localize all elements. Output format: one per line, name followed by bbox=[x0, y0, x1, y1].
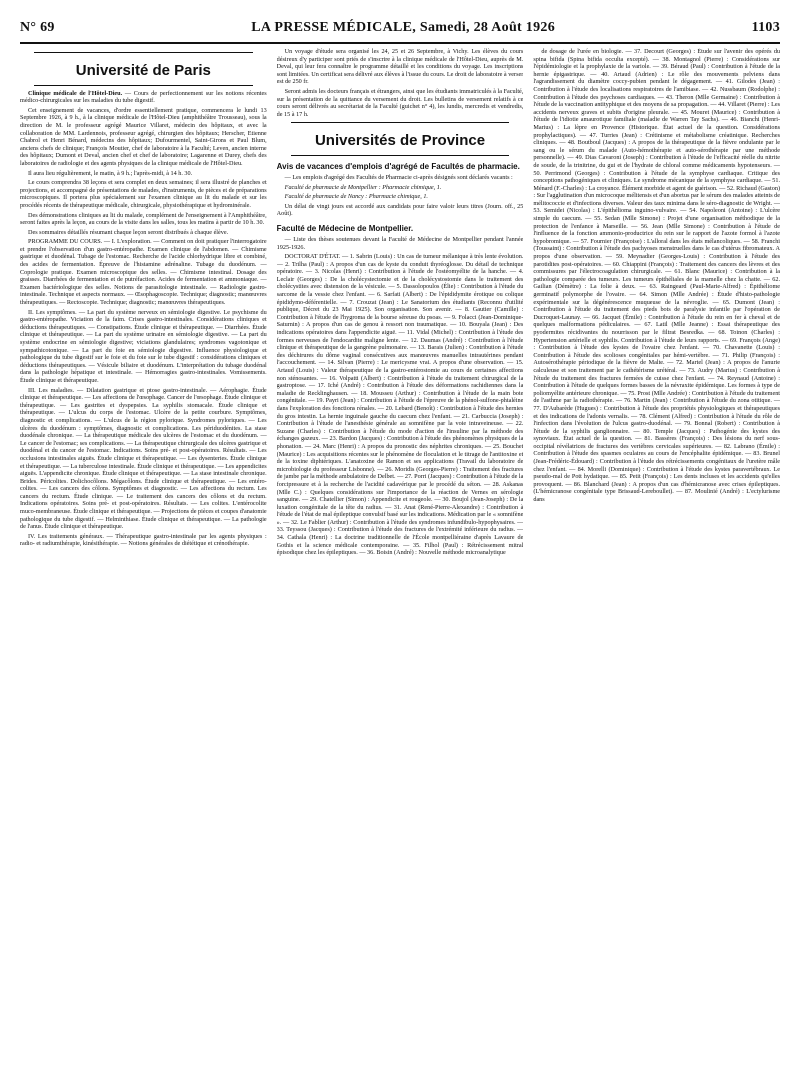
column-left bbox=[20, 48, 267, 1058]
paragraph-text: — Cours de perfectionnement sur les notions récentes médico-chirurgicales sur les maladies du tube digestif. bbox=[20, 89, 267, 105]
thesis-list: DOCTORAT D'ÉTAT. — 1. Sabrin (Louis) : Un cas de tumeur mélanique à très lente évolution. — 2. Trilha (Paul) : A propos d'un cas de kyste du conduit thyréoglosse. Du détail de technique opératoire. — 3. Nicolas (Henri) : Contribution à l'étude de l'ostéomyélite de la hanche. — 4. Leclair (Georges) : De la cholécystectomie et de la cholécystostomie dans le traitement des cholécystites avec distension de la vésicule. — 5. Dassolopoulos (Élie) : Contribution à l'étude du sarcome de la vessie chez l'enfant. — 6. Sarfati (Albert) : De l'épididymite érotique ou colique épididymo-déférentielle. — 7. Crouzat (Jean) : Le Sanatorium des étudiants (Reconnu d'utilité publique, Décret du 23 Mai 1925). Son organisation. Son avenir. — 8. Gautier (Camille) : Contribution à l'étude de l'hygroma de la bourse séreuse du psoas. — 9. Folacci (Jean-Dominique-Saturnin) : A propos d'un cas de genou à ressort non traumatique. — 10. Bouyala (Jean) : Des indications opératoires dans l'appendicite aiguë. — 11. Vidal (Michel) : Contribution à l'étude des formes nerveuses de l'endocardite maligne lente. — 12. Daumas (André) : Contribution à l'étude clinique et thérapeutique de la gangrène pulmonaire. — 13. Barais (Julien) : Contribution à l'étude des déchirures du dôme vaginal consécutives aux manœuvres manuelles intrautérines pendant l'accouchement. — 14. Silvan (Pierre) : Le mericysme vrai. A propos d'une observation. — 15. Artaud (Louis) : Valeur thérapeutique de la gastro-entérostomie au cours de certaines affections non sténosantes. — 16. Volpatti (Albert) : Contribution à l'étude du traitement chirurgical de la gastroptose. — 17. Iché (André) : Contribution à l'étude des déformations rachidiennes dans la maladie de Recklinghausen. — 18. Mousseu (Arthur) : Contribution à l'étude de la main bote congénitale. — 19. Payri (Jean) : Contribution à l'étude de l'épreuve de la phénol-sulfone-phtaléine dans l'exploration des fonctions rénales. — 20. Lebard (Benoît) : Contribution à l'étude des hernies du gros intestin. La hernie inguinale gauche du caecum chez l'enfant. — 21. Carbuccia (Joseph) : Contribution à l'étude de l'anesthésie générale au somnifène par la voie intraveineuse. — 22. Suzane (Charles) : Contribution à l'étude du mode d'action de l'insuline par la méthode des échanges gazeux. — 23. Bardon (Jacques) : Contribution à l'étude des phénomènes physiques de la phonation. — 24. Marc (Henri) : A propos du pronostic des néphrites chroniques. — 25. Bouchet (Maurice) : Les acquisitions récentes sur le phénomène de floculation et le titrage de l'antitoxine et de la toxine diphtériques. L'anatoxine de Ramon et ses applications (Travail du laboratoire de microbiologie du professeur Lisbonne). — 26. Moridis (Georges-Pierre) : Traitement des fractures de jambe par la méthode ambulatoire de Delbet. — 27. Porri (Jacques) : Contribution à l'étude de la forcipressure et à la recherche de l'acidité cadavérique par le procédé du séton. — 28. Askanas (Mlle C.) : Quelques considérations sur l'importance de la réaction de Vernes en sérologie sanguine. — 29. Chatellier (Simon) : Appendicite et rougeole. — 30. Boujol (Jean-Joseph) : De la luxation congénitale de la tête du radius. — 31. Anat (René-Pierre-Alexandre) : Contribution à l'étude de l'état de mal épileptique convulsif basé sur les indications. Médication par le « somnifène ». — 32. Le Fablier (Arthur) : Contribution à l'étude des syndromes infundibulo-hypophysaires. — 33. Teyssou (Jacques) : Contribution à l'étude des fractures de l'extrémité inférieure du radius. — 34. Cathala (Henri) : La doctrine traditionnelle de l'École montpelliéraine d'après Lavaure de Gothis et la science médicale contemporaine. — 35. Filhol (Paul) : Rétrécissement mitral épisodique chez les épileptiques. — 36. Boisin (André) : Nouvelle méthode microanalytique bbox=[276, 253, 524, 557]
page-number-right: 1103 bbox=[751, 20, 780, 35]
section-title-province: Universités de Province bbox=[314, 132, 486, 150]
journal-title: LA PRESSE MÉDICALE, Samedi, 28 Août 1926 bbox=[251, 20, 555, 35]
masthead bbox=[20, 0, 780, 36]
header-rule bbox=[20, 42, 780, 44]
section-rule-top bbox=[291, 122, 510, 123]
paragraph: III. Les maladies. — Dilatation gastrique et ptose gastro-intestinale. — Aérophagie. Étude clinique et thérapeutique. — Les affections de l'œsophage. Cancer de l'œsophage. Étude clinique et thérapeutique. — Les gastrites et dyspepsies. La syphilis stomacale. Étude clinique et thérapeutique. — L'ulcus du corps de l'estomac. Ulcère de la petite courbure. Symptômes, diagnostic et complications. — L'ulcus de la région pylorique. Syndromes pyloriques. — Les ulcères du duodénum : symptômes, diagnostic et complications. Les périduodénites. La stase duodénale chronique. — La thérapeutique médicale des ulcères de l'estomac et du duodénum. — Le cancer de l'estomac; ses complications. — La thérapeutique chirurgicale des ulcères gastrique et duodénal et du cancer de l'estomac. Indications. Soins pré- et post-opératoires. Résultats. — Les occlusions intestinales aiguës. Étude clinique et thérapeutique. — Les dysenteries. Étude clinique et thérapeutique. — La tuberculose intestinale. Étude clinique et thérapeutique. — Les appendicites aiguës. L'appendicite chronique. Étude clinique et thérapeutique. — La stase intestinale chronique. Brides. Péricolites. Dolichocôlons. Mégacôlons. Étude clinique et thérapeutique. — Les entéro-colites. — Les cancers des côlons. Symptômes et diagnostic. — Les affections du rectum. Les cancers du rectum. Étude clinique. — Le traitement des cancers des côlons et du rectum. Indications opératoires. Soins pré- et post-opératoires. Résultats. — Les colites. L'entérocolite muco-membraneuse. Étude clinique et thérapeutique. — Projections de pièces et coupes d'anatomie pathologique du tube digestif. — Helminthiase. Étude clinique et thérapeutique. — La pathologie de l'anus. Étude clinique et thérapeutique. bbox=[20, 386, 267, 531]
columns bbox=[20, 48, 780, 1058]
paragraph: Faculté de pharmacie de Nancy : Pharmacie chimique, 1. bbox=[284, 193, 428, 201]
paragraph: — Liste des thèses soutenues devant la Faculté de Médecine de Montpellier pendant l'année 1925-1926. bbox=[276, 235, 524, 251]
paragraph-programme bbox=[20, 238, 267, 306]
column-middle bbox=[277, 48, 524, 1058]
section-title-paris: Université de Paris bbox=[75, 62, 211, 79]
page-number-left: N° 69 bbox=[20, 20, 55, 35]
paragraph-clinique bbox=[20, 90, 267, 105]
paragraph-text: — I. L'exploration. — Comment on doit pratiquer l'interrogatoire et prendre l'observation d'un gastro-entéropathe. Examen clinique de l'abdomen. — Chimisme gastrique et duodénal. Tubage de l'estomac. Recherche de l'acide chlorhydrique libre et combiné, des acides de fermentation. Épreuve de l'histamine adrénaline. Tubage du duodénum. — Coprologie pratique. Examen microscopique des selles. — Chimisme intestinal. Dosage des graisses. Diarrhées de fermentation et de putréfaction. Acides de fermentation et ammoniaque. — Examen bactériologique des selles. Notions de parasitologie intestinale. — Radiologie gastro-intestinale. Technique et aspects normaux. — Œsophagoscopie. Technique; diagnostic; manœuvres thérapeutiques. — Rectoscopie. Technique; diagnostic; manœuvres thérapeutiques. bbox=[20, 238, 267, 307]
paragraph: IV. Les traitements généraux. — Thérapeutique gastro-intestinale par les agents physiques : radio- et radiumthérapie, kinésithérapie. — Notions générales de diététique et crénothérapie. bbox=[20, 532, 267, 548]
heading-avis: Avis de vacances d'emplois d'agrégé de Facultés de pharmacie. bbox=[276, 161, 520, 171]
section-rule-bottom bbox=[34, 85, 253, 86]
paragraph: Un délai de vingt jours est accordé aux candidats pour faire valoir leurs titres (Journ. off., 25 Août). bbox=[276, 202, 524, 218]
paragraph: Des démonstrations cliniques au lit du malade, complément de l'enseignement à l'Amphithéâtre, seront faites après la leçon, au cours de la visite dans les salles, tous les matins à partir de 10 h. 30. bbox=[20, 211, 267, 227]
paragraph: Des sommaires détaillés résumant chaque leçon seront distribués à chaque élève. bbox=[28, 228, 229, 236]
paragraph: Faculté de pharmacie de Montpellier : Pharmacie chimique, 1. bbox=[284, 183, 442, 191]
thesis-list-continued: de dosage de l'urée en biologie. — 37. Decourt (Georges) : Étude sur l'avenir des opérés du spina bifida (Spina bifida occulta excepté). — 38. Montagnol (Pierre) : Considérations sur l'épidémiologie et la prophylaxie de la variole. — 39. Béraud (Paul) : Contribution à l'étude de la hernie épigastrique. — 40. Artaud (Adrien) : Le rôle des mouvements pelviens dans l'agrandissement du diamètre coccy-pubien pendant le dégagement. — 41. Gilodes (Jean) : Contribution à l'étude des localisations respiratoires de l'amibiase. — 42. Nussbaum (Rodolphe) : Contribution à l'étude des psychoses cardiaques. — 43. Theron (Mlle Germaine) : Contribution à l'étude de la vaccination antityphique et des moyens de sa propagation. — 44. Villaret (Pierre) : Les accidents nerveux graves et subits d'origine pleurale. — 45. Mouret (Maurice) : Contribution à l'étude de l'idiotie amaurotique familiale (maladie de Warren Tay Sachs). — 46. Bianchi (Henri-Marius) : La lèpre en Provence (Historique. État actuel de la question. Considérations prophylactiques). — 47. Turries (Jean) : Crétinisme et métabolisme créatinique. Recherches cliniques. — 48. Boutboul (Jacques) : A propos de la thérapeutique de la fièvre ondulante par le sang ou le sérum du malade (Auto-hémothérapie et auto-sérothérapie par une méthode personnelle). — 49. Dias Cavaroni (Joseph) : Contribution à l'étude de l'efficacité réelle du nitrite de soude, de la trinitrine, du gui et de l'hydrate de chloral comme médicaments hypotenseurs. — 50. Perrimond (Georges) : Contribution à l'étude de la symphyse cardiaque. Critique des conceptions pathogéniques et cliniques. Le syndrome mécanique de la symphyse cardiaque. — 51. Ménard (F.-Charles) : La croyance. Élément morbide et agent de guérison. — 52. Richaud (Gaston) : Sur l'agglutination d'un microcoque mélitensis et d'un abortus par le sérum des malades atteints de mélitococcie et d'infections diverses. Valeur des taux minima dans le séro-diagnostic de Wright. — 53. Semidei (Nicolas) : L'épithélioma inguino-vulvaire. — 54. Napoleoni (Antoine) : L'ulcère simple du caecum. — 55. Sedan (Mlle Simone) : Projet d'une organisation méthodique de la protection de l'enfance à Marseille. — 56. Jean (Mlle Simone) : Contribution à l'étude de l'influence de la fonction ammonio-productrice du rein sur le rapport de l'azote formol à l'azote hypobromique. — 57. Fournier (Françoise) : L'alloral dans les états mélancoliques. — 58. Franchi (Toussaint) : Contribution à l'étude des pachyoses menstruelles dans le cas d'utérus fibromateux. A propos d'une observation. — 59. Meynadier (Georges-Louis) : Contribution à l'étude des parotidites post-opératoires. — 60. Chiappini (François) : Traitement des cancers des lèvres et des commissures par l'électrocoagulation chirurgicale. — 61. Blanc (Maurice) : Contribution à la pathologie comparée des tumeurs. Les tumeurs épithéliales de la mamelle chez la chatte. — 62. Gailian (Démètre) : La folie à deux. — 63. Raingeard (Paul-Marie-Alfred) : Épithéliome germinatif polymorphe de l'ovaire. — 64. Simon (Mlle Andrée) : Étude d'histo-pathologie expérimentale sur la dégénérescence muqueuse de la névroglie. — 65. Dumont (Jean) : Contribution à l'étude du traitement des pieds bots de paralysie infantile par l'opération de Ducroquet-Launay. — 66. Jacquet (Émile) : Contribution à l'étude du rein en fer à cheval et de quelques malformations pédiculaires. — 67. Latil (Mlle Jeanne) : Essai thérapeutique des pyodermites récidivantes du nourrisson par le filtrat Besredka. — 68. Toinon (Charles) : Hypertension artérielle et syphilis. Contribution à l'étude de leurs rapports. — 69. François (Ange) : Contribution à l'étude des kystes de l'ovaire chez l'enfant. — 70. Chavanette (Louis) : Contribution à l'étude des scolioses congénitales par hémi-vertèbre. — 71. Philip (François) : Autosérothérapie périodique de la fièvre de Malte. — 72. Martel (Jean) : A propos de l'anurie calculeuse et son traitement par le cathétérisme urétéral. — 73. Audry (Marius) : Contribution à l'étude du traitement des fractures fermées de cuisse chez l'enfant. — 74. Reynaud (Antoine) : Contribution à l'étude de quelques formes basses de la névraxite épidémique. Les formes à type de poliomyélite antérieure chronique. — 75. Prost (Mlle Andrée) : Contribution à l'étude du traitement de l'asthme par la radiothérapie. — 76. Martin (Jean) : Contribution à l'étude du zona otitique. — 77. D'Aubarède (Hugues) : Contribution à l'étude des propriétés physiologiques et thérapeutiques et des indications de l'adonis vernalis. — 78. Clément (Alfred) : Contribution à l'étude du rôle de l'infection dans l'évolution de l'ulcus gastro-duodénal. — 79. Bonnal (Robert) : Contribution à l'étude de la syphilis ganglionnaire. — 80. Temple (Jacques) : Pathogénie des kystes des synoviaux. État actuel de la question. — 81. Bassères (François) : Des lésions du nerf sous-occipital révélatrices de fractures des vertèbres cervicales supérieures. — 82. Labrano (Émile) : Contribution à l'étude des spasmes oculaires au cours de l'encéphalite épidémique. — 83. Brunel (Jean-Frédéric-Édouard) : Contribution à l'étude des rétrécissements congénitaux de l'uretère mâle chez l'enfant. — 84. Morelli (Dominique) : Contribution à l'étude des kystes paravertébraux. Le pseudo-mal de Pott hydatique. — 85. Petit (François) : Les dents incluses et les accidents qu'elles provoquent. — 86. Blanchard (Jean) : A propos d'un cas d'hémicranose avec crises épileptiques. (L'hémicranose congénitale type Brissaud-Lereboullet). — 87. Moulinié (André) : L'ectylurisme dans bbox=[533, 48, 780, 504]
section-rule-bottom bbox=[291, 155, 510, 156]
paragraph: — Les emplois d'agrégé des Facultés de Pharmacie ci-après désignés sont déclarés vacants : bbox=[284, 173, 513, 181]
paragraph: Le cours comprendra 38 leçons et sera complet en deux semaines; il sera illustré de planches et projections, et accompagné de présentations de malades, d'instruments, de pièces et de préparations microscopiques. Il portera plus spécialement sur l'examen clinique au lit du malade et sur les procédés récents de thérapeutique médicale, chirurgicale, physiothérapique et hydrominérale. bbox=[20, 179, 267, 209]
paragraph: Un voyage d'étude sera organisé les 24, 25 et 26 Septembre, à Vichy. Les élèves du cours désireux d'y participer sont priés de s'inscrire à la clinique médicale de l'Hôtel-Dieu, auprès de M. Deval, qui leur fera connaître le programme détaillé et les conditions du voyage. Les inscriptions sont limitées. Un certificat sera délivré aux élèves à l'issue du cours. Le droit de laboratoire à verser est de 250 fr. bbox=[276, 48, 524, 86]
paragraph: II. Les symptômes. — La part du système nerveux en sémiologie digestive. Le psychisme du gastro-entéropathe. Viciation de la faim. Crises gastro-intestinales. Considérations cliniques et déductions thérapeutiques. — Constipations. Étude clinique et thérapeutique. — Diarrhées. Étude clinique et thérapeutique. — La part du système urinaire en sémiologie digestive. — La part du système endocrine en sémiologie digestive; viciations glandulaires; syndromes vagotonique et sympathicotonique. — La part du foie en sémiologie digestive. Influence physiologique et pathologique du tube digestif sur le foie et du foie sur le tube digestif : considérations cliniques et déductions thérapeutiques. — Vésicule biliaire et duodénum. L'interprétation du tubage duodénal dans la pathologie hépatique et intestinale. — Hémorragies gastro-intestinales. Vomissements. Étude clinique et thérapeutique. bbox=[20, 308, 267, 384]
paragraph-lead: Clinique médicale de l'Hôtel-Dieu. bbox=[28, 89, 123, 97]
paragraph-lead: PROGRAMME DU COURS. bbox=[28, 238, 103, 246]
paragraph: Cet enseignement de vacances, d'ordre essentiellement pratique, commencera le lundi 13 Septembre 1926, à 9 h., à la clinique médicale de l'Hôtel-Dieu (amphithéâtre Trousseau), sous la direction de M. le professeur agrégé Maurice Villaret, médecin des hôpitaux, et avec la collaboration de MM. Lardennois, professeur agrégé, chirurgien des hôpitaux; Herscher, Etienne Chabrol et Henri Bénard, médecins des hôpitaux; Dufourmentel, Saint-Girons et Paul Blum, anciens chefs de clinique; François Moutier, chef de laboratoire à la Faculté; Leven, ancien interne des hôpitaux; Dumont et Deval, ancien chef et chef de laboratoire; Lagarenne et Durey, chefs des laboratoires de radiologie et des agents physiques de la clinique médicale de l'Hôtel-Dieu. bbox=[20, 106, 267, 167]
paragraph: Il aura lieu régulièrement, le matin, à 9 h.; l'après-midi, à 14 h. 30. bbox=[28, 169, 193, 177]
paragraph: Seront admis les docteurs français et étrangers, ainsi que les étudiants immatriculés à la Faculté, sur la présentation de la quittance du versement du droit. Les bulletins de versement relatifs à ce cours seront délivrés au secrétariat de la Faculté (guichet n° 4), les lundis, mercredis et vendredis, de 15 à 17 h. bbox=[276, 87, 524, 118]
heading-faculte: Faculté de Médecine de Montpellier. bbox=[276, 223, 414, 233]
section-rule-top bbox=[34, 52, 253, 53]
column-right bbox=[533, 48, 780, 1058]
